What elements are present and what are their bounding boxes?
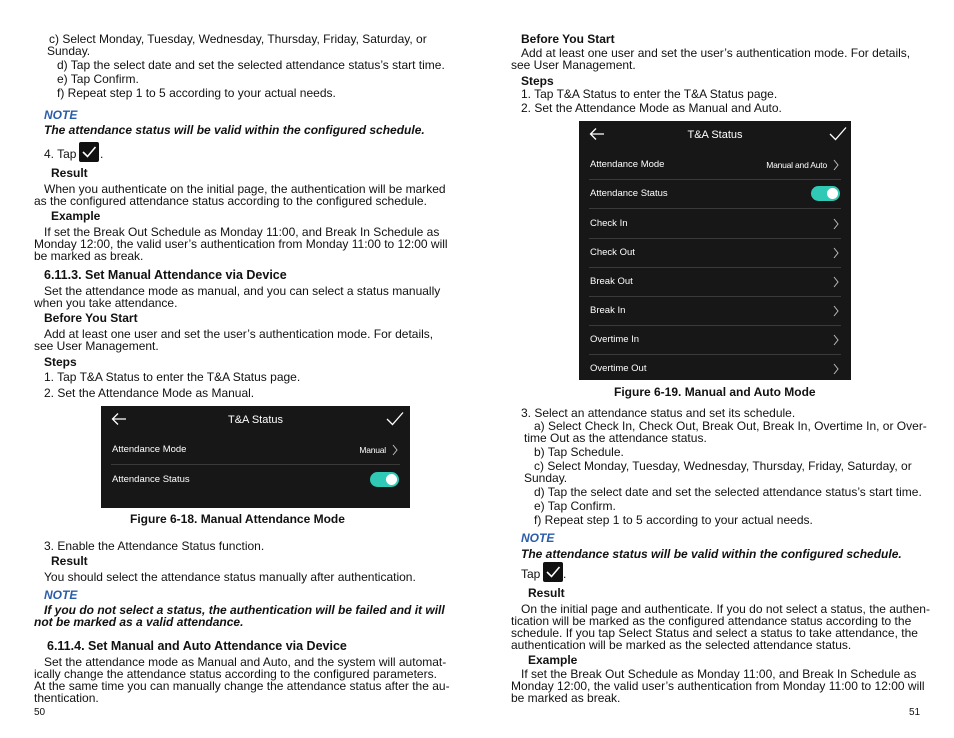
- result-text-1: On the initial page and authenticate. If you do not select a status, the authen-: [521, 602, 930, 616]
- step-d: d) Tap the select date and set the selected attendance status’s start time.: [57, 58, 445, 72]
- attendance-status-toggle[interactable]: [811, 186, 840, 201]
- break-in-row[interactable]: [589, 296, 841, 326]
- result-heading: Result: [51, 166, 88, 180]
- break-in-label: Break In: [590, 305, 626, 316]
- section-heading-6-11-4: 6.11.4. Set Manual and Auto Attendance via Device: [47, 639, 347, 653]
- section-intro-auto-1: Set the attendance mode as Manual and Auto, and the system will automat-: [44, 655, 447, 669]
- example-text-1: If set the Break Out Schedule as Monday 11:00, and Break In Schedule as: [521, 667, 917, 681]
- step-f: f) Repeat step 1 to 5 according to your actual needs.: [534, 513, 813, 527]
- step-3: 3. Select an attendance status and set its schedule.: [521, 406, 796, 420]
- step-4-tap: 4. Tap: [44, 147, 77, 161]
- example-text-2: Monday 12:00, the valid user’s authentication from Monday 11:00 to 12:00 will: [511, 679, 925, 693]
- step-a-line2: time Out as the attendance status.: [524, 431, 707, 445]
- result-text-4: authentication will be marked as the selected attendance status.: [511, 638, 852, 652]
- chevron-right-icon: [392, 443, 398, 461]
- ta-status-screen-manual: [101, 406, 410, 508]
- step-c-line1: c) Select Monday, Tuesday, Wednesday, Thursday, Friday, Saturday, or: [49, 32, 427, 46]
- step-3: 3. Enable the Attendance Status function.: [44, 539, 265, 553]
- step-e: e) Tap Confirm.: [534, 499, 616, 513]
- tap-text: Tap: [521, 567, 541, 581]
- note-label-2: NOTE: [44, 588, 78, 602]
- note-text-2a: If you do not select a status, the authentication will be failed and it will: [44, 603, 445, 617]
- screen-title: T&A Status: [227, 414, 284, 426]
- chevron-right-icon: [833, 246, 839, 264]
- chevron-right-icon: [833, 333, 839, 351]
- result-heading-2: Result: [51, 554, 88, 568]
- check-icon: [543, 562, 563, 582]
- chevron-right-icon: [833, 275, 839, 293]
- screen-title: T&A Status: [687, 129, 743, 141]
- attendance-mode-value: Manual: [359, 445, 386, 455]
- attendance-status-label: Attendance Status: [590, 188, 668, 199]
- step-a-line1: a) Select Check In, Check Out, Break Out, Break In, Overtime In, or Over-: [534, 419, 927, 433]
- check-icon: [79, 142, 99, 162]
- example-text-2: Monday 12:00, the valid user’s authentication from Monday 11:00 to 12:00 will: [34, 237, 448, 251]
- note-text: The attendance status will be valid within the configured schedule.: [521, 547, 902, 561]
- attendance-status-label: Attendance Status: [112, 474, 190, 485]
- overtime-out-label: Overtime Out: [590, 363, 647, 374]
- result-text-3: schedule. If you tap Select Status and select a status to take attendance, the: [511, 626, 918, 640]
- attendance-status-row: [111, 465, 400, 494]
- attendance-mode-value: Manual and Auto: [766, 160, 827, 170]
- confirm-check-icon[interactable]: [829, 126, 847, 147]
- step-2: 2. Set the Attendance Mode as Manual.: [44, 386, 255, 400]
- screen-header: [579, 121, 851, 149]
- note-label: NOTE: [44, 108, 78, 122]
- result-text-1: When you authenticate on the initial page, the authentication will be marked: [44, 182, 446, 196]
- step-c-line2: Sunday.: [47, 44, 91, 58]
- attendance-mode-label: Attendance Mode: [590, 159, 665, 170]
- confirm-check-icon[interactable]: [386, 411, 404, 432]
- step-1: 1. Tap T&A Status to enter the T&A Status page.: [521, 87, 778, 101]
- attendance-mode-row[interactable]: [111, 435, 400, 465]
- overtime-out-row[interactable]: [589, 354, 841, 383]
- break-out-label: Break Out: [590, 276, 633, 287]
- figure-caption-6-18: Figure 6-18. Manual Attendance Mode: [130, 512, 345, 526]
- step-d: d) Tap the select date and set the selected attendance status’s start time.: [534, 485, 922, 499]
- step-1: 1. Tap T&A Status to enter the T&A Status page.: [44, 370, 301, 384]
- step-f: f) Repeat step 1 to 5 according to your actual needs.: [57, 86, 336, 100]
- steps-heading: Steps: [44, 355, 77, 369]
- note-text: The attendance status will be valid within the configured schedule.: [44, 123, 425, 137]
- attendance-status-row: [589, 179, 841, 209]
- note-label: NOTE: [521, 531, 555, 545]
- chevron-right-icon: [833, 158, 839, 176]
- before-you-start-heading: Before You Start: [521, 32, 615, 46]
- step-c-line1: c) Select Monday, Tuesday, Wednesday, Thursday, Friday, Saturday, or: [534, 459, 912, 473]
- figure-caption-6-19: Figure 6-19. Manual and Auto Mode: [614, 385, 816, 399]
- example-text-1: If set the Break Out Schedule as Monday 11:00, and Break In Schedule as: [44, 225, 440, 239]
- overtime-in-row[interactable]: [589, 325, 841, 355]
- check-out-label: Check Out: [590, 247, 635, 258]
- step-c-line2: Sunday.: [524, 471, 568, 485]
- step-e: e) Tap Confirm.: [57, 72, 139, 86]
- section-heading-6-11-3: 6.11.3. Set Manual Attendance via Device: [44, 268, 287, 282]
- section-intro-auto-3: At the same time you can manually change the attendance status after the au-: [34, 679, 450, 693]
- section-intro-auto-4: thentication.: [34, 691, 99, 705]
- result-text-2: tication will be marked as the configured attendance status according to the: [511, 614, 912, 628]
- step-b: b) Tap Schedule.: [534, 445, 624, 459]
- before-you-start-text-2: see User Management.: [34, 339, 159, 353]
- right-page: [511, 0, 930, 738]
- section-intro-1: Set the attendance mode as manual, and you can select a status manually: [44, 284, 441, 298]
- result-text-manual: You should select the attendance status manually after authentication.: [44, 570, 416, 584]
- left-page: [34, 0, 450, 738]
- attendance-mode-row[interactable]: [589, 150, 841, 180]
- before-you-start-heading: Before You Start: [44, 311, 138, 325]
- section-intro-auto-2: ically change the attendance status according to the configured parameters.: [34, 667, 437, 681]
- note-text-2b: not be marked as a valid attendance.: [34, 615, 244, 629]
- page-number-right: 51: [909, 707, 921, 718]
- check-in-label: Check In: [590, 218, 628, 229]
- result-heading: Result: [528, 586, 565, 600]
- example-heading: Example: [51, 209, 101, 223]
- example-heading: Example: [528, 653, 578, 667]
- example-text-3: be marked as break.: [511, 691, 621, 705]
- result-text-2: as the configured attendance status according to the configured schedule.: [34, 194, 427, 208]
- break-out-row[interactable]: [589, 267, 841, 297]
- chevron-right-icon: [833, 304, 839, 322]
- before-you-start-text-1: Add at least one user and set the user’s authentication mode. For details,: [521, 46, 911, 60]
- chevron-right-icon: [833, 217, 839, 235]
- overtime-in-label: Overtime In: [590, 334, 640, 345]
- tap-period: .: [563, 567, 567, 581]
- check-out-row[interactable]: [589, 238, 841, 268]
- step-2: 2. Set the Attendance Mode as Manual and Auto.: [521, 101, 782, 115]
- section-intro-2: when you take attendance.: [34, 296, 178, 310]
- check-in-row[interactable]: [589, 209, 841, 239]
- attendance-status-toggle[interactable]: [370, 472, 399, 487]
- chevron-right-icon: [833, 362, 839, 380]
- attendance-mode-label: Attendance Mode: [112, 444, 187, 455]
- before-you-start-text-1: Add at least one user and set the user’s authentication mode. For details,: [44, 327, 434, 341]
- ta-status-screen-manual-auto: [579, 121, 851, 380]
- example-text-3: be marked as break.: [34, 249, 144, 263]
- screen-header: [101, 406, 410, 434]
- page-number-left: 50: [34, 707, 46, 718]
- before-you-start-text-2: see User Management.: [511, 58, 636, 72]
- step-4-period: .: [100, 147, 104, 161]
- steps-heading: Steps: [521, 74, 554, 88]
